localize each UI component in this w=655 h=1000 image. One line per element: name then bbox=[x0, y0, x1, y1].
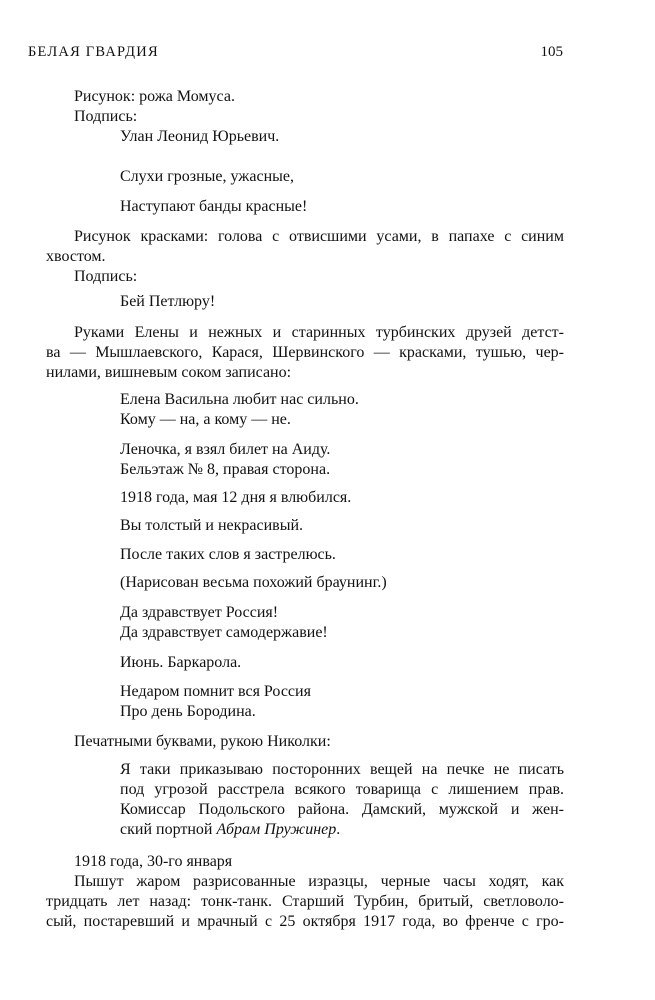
text-line: Бей Петлюру! bbox=[120, 293, 216, 310]
text-line: Рисунок: рожа Момуса. bbox=[74, 88, 235, 105]
running-title: БЕЛАЯ ГВАРДИЯ bbox=[28, 44, 159, 60]
italic-name: Абрам Пружинер bbox=[216, 821, 337, 838]
page-number: 105 bbox=[540, 44, 563, 60]
text-line: Улан Леонид Юрьевич. bbox=[120, 128, 280, 145]
text-line: Кому — на, а кому — не. bbox=[120, 411, 291, 428]
text-line: ва — Мышлаевского, Карася, Шервинского — красками, тушью, чер- bbox=[46, 344, 564, 361]
text-line: под угрозой расстрела всякого товарища с лишением прав. bbox=[120, 781, 564, 798]
text-line: (Нарисован весьма похожий браунинг.) bbox=[120, 574, 387, 591]
text-fragment: . bbox=[336, 821, 341, 838]
text-line: 1918 года, мая 12 дня я влюбился. bbox=[120, 489, 352, 506]
text-line: Руками Елены и нежных и старинных турбинских друзей детст- bbox=[74, 324, 564, 341]
text-fragment: ский портной bbox=[120, 821, 213, 838]
text-line: Июнь. Баркарола. bbox=[120, 654, 242, 671]
text-line: Комиссар Подольского района. Дамский, мужской и жен- bbox=[120, 801, 564, 818]
text-line: После таких слов я застрелюсь. bbox=[120, 546, 336, 563]
text-line: Вы толстый и некрасивый. bbox=[120, 517, 304, 534]
text-line: Про день Бородина. bbox=[120, 703, 256, 720]
text-line: Слухи грозные, ужасные, bbox=[120, 168, 294, 185]
text-line: Да здравствует Россия! bbox=[120, 604, 279, 621]
text-line: Пышут жаром разрисованные изразцы, черные часы ходят, как bbox=[74, 873, 564, 890]
text-line: тридцать лет назад: тонк-танк. Старший Турбин, бритый, светловоло- bbox=[46, 893, 564, 910]
text-line: Я таки приказываю посторонних вещей на печке не писать bbox=[120, 761, 564, 778]
text-line: Наступают банды красные! bbox=[120, 198, 308, 215]
text-line: нилами, вишневым соком записано: bbox=[46, 364, 292, 381]
text-line bbox=[120, 820, 610, 840]
text-line: Бельэтаж № 8, правая сторона. bbox=[120, 461, 331, 478]
text-line: Печатными буквами, рукою Николки: bbox=[74, 733, 331, 750]
text-line: Рисунок красками: голова с отвисшими усами, в папахе с синим bbox=[74, 228, 564, 245]
text-line: Подпись: bbox=[74, 108, 138, 125]
text-line: хвостом. bbox=[46, 248, 106, 265]
text-line: Леночка, я взял билет на Аиду. bbox=[120, 441, 331, 458]
text-line: сый, постаревший и мрачный с 25 октября 1917 года, во френче с гро- bbox=[46, 913, 564, 930]
text-line: 1918 года, 30-го января bbox=[74, 853, 233, 870]
text-line: Да здравствует самодержавие! bbox=[120, 624, 328, 641]
text-line: Подпись: bbox=[74, 268, 138, 285]
text-line: Недаром помнит вся Россия bbox=[120, 683, 311, 700]
text-line: Елена Васильна любит нас сильно. bbox=[120, 391, 359, 408]
